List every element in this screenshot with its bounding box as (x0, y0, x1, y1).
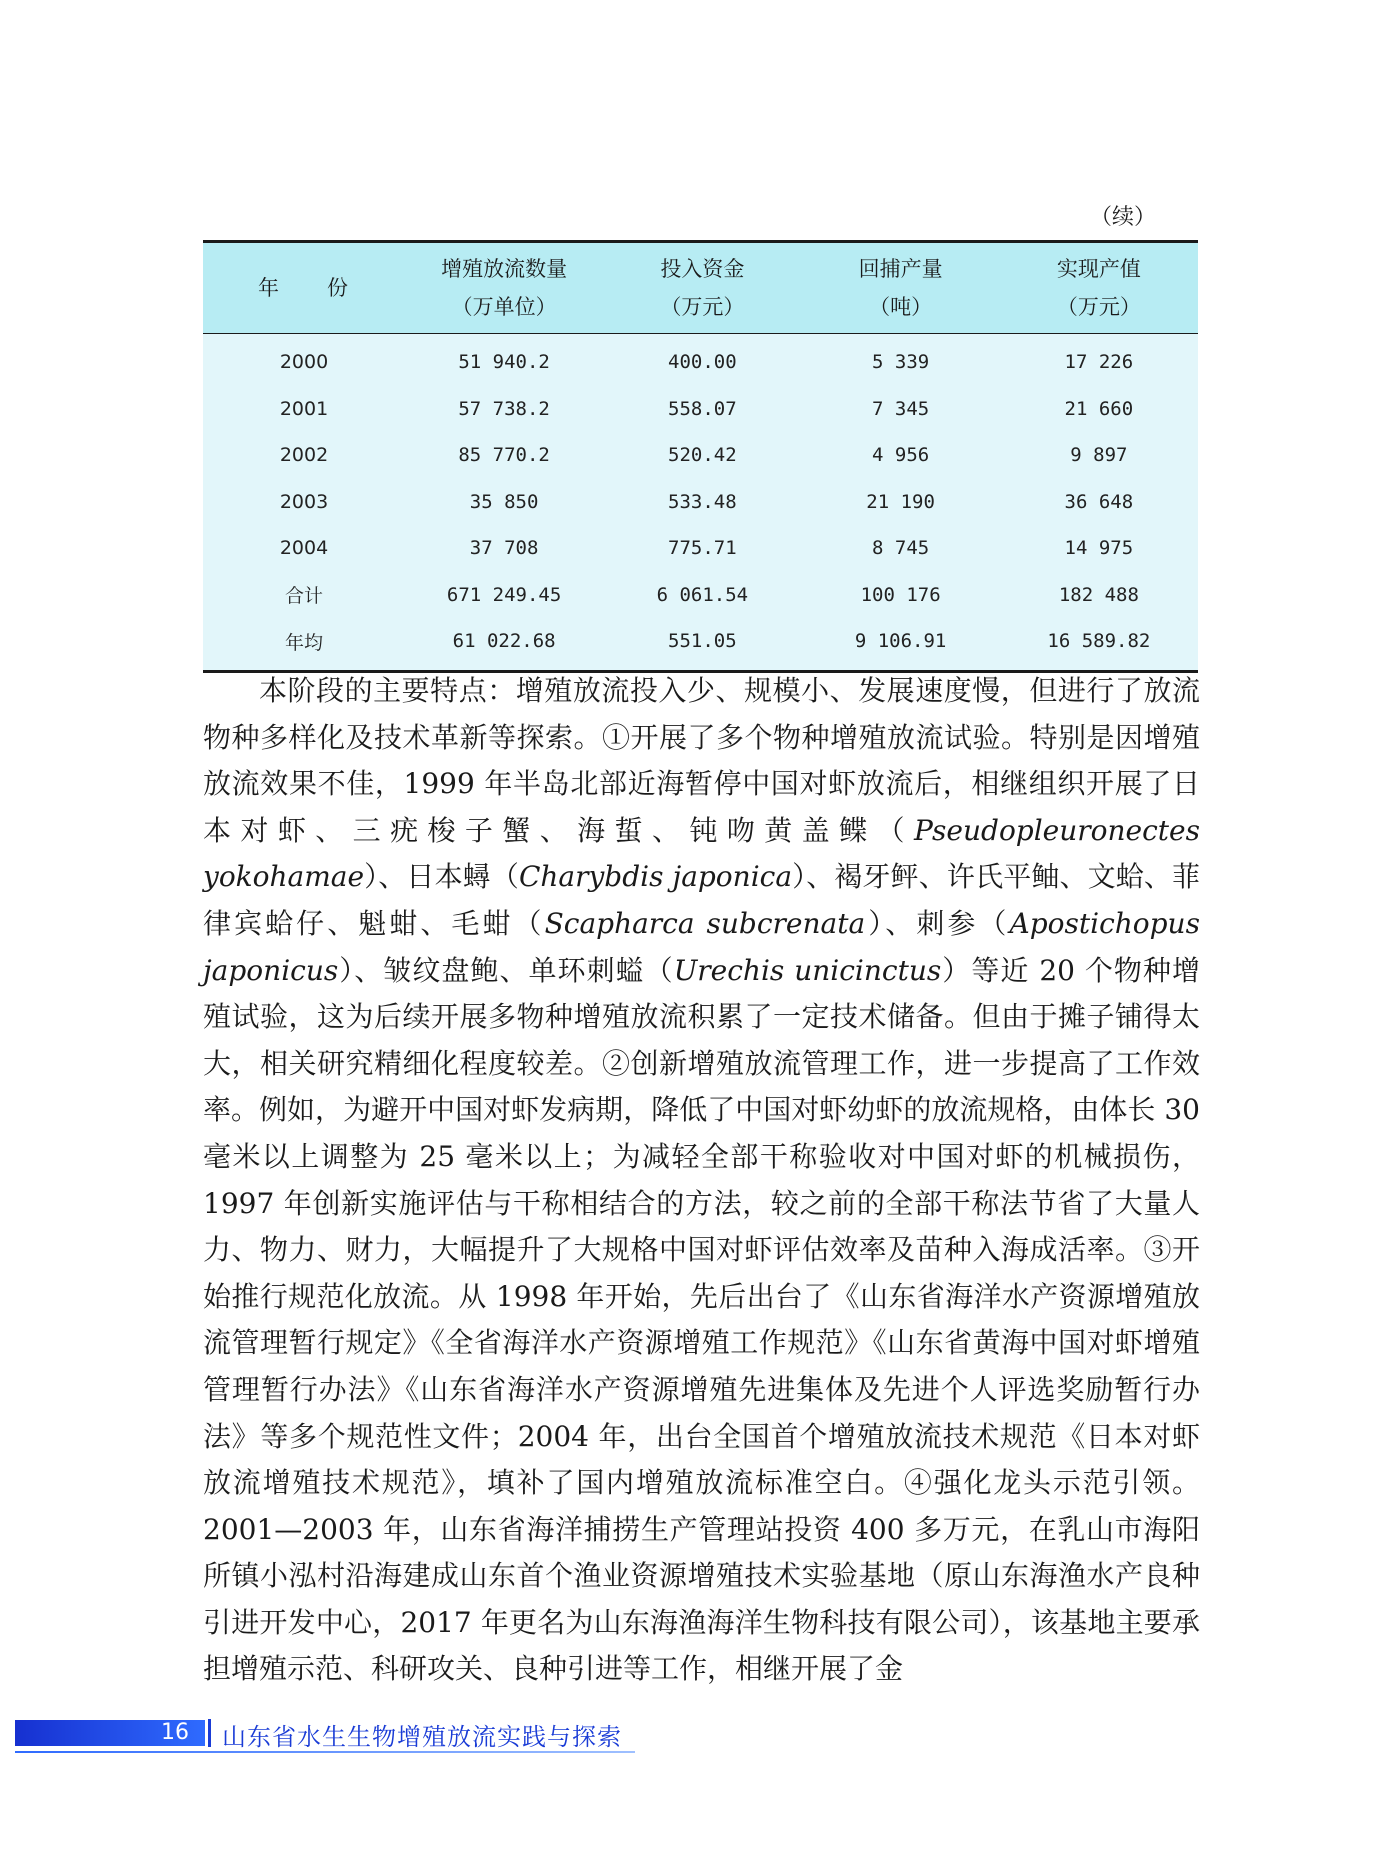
cell-investment: 558.07 (668, 397, 737, 420)
cell-recapture: 8 745 (872, 537, 930, 560)
cell-year: 2002 (279, 444, 329, 467)
cell-quantity: 671 249.45 (446, 583, 562, 606)
table-row (203, 386, 1198, 433)
cell-output: 14 975 (1064, 537, 1134, 560)
cell-output: 36 648 (1064, 490, 1134, 513)
scientific-name: Scapharca subcrenata (544, 906, 866, 940)
cell-year: 年均 (284, 631, 323, 654)
cell-investment: 533.48 (668, 490, 737, 513)
body-paragraph: 本阶段的主要特点：增殖放流投入少、规模小、发展速度慢，但进行了放流物种多样化及技术革新等探索。①开展了多个物种增殖放流试验。特别是因增殖放流效果不佳，1999 年半岛北部近海暂停中国对虾放流后，相继组织开展了日本对虾、三疣梭子蟹、海蜇、钝吻黄盖鲽（Pseudopleuronectes yokohamae）、日本蟳（Charybdis japonica）、褐牙鲆、许氏平鲉、文蛤、菲律宾蛤仔、魁蚶、毛蚶（Scapharca subcrenata）、刺参（Apostichopus japonicus）、皱纹盘鲍、单环刺螠（Urechis unicinctus）等近 20 个物种增殖试验，这为后续开展多物种增殖放流积累了一定技术储备。但由于摊子铺得太大，相关研究精细化程度较差。②创新增殖放流管理工作，进一步提高了工作效率。例如，为避开中国对虾发病期，降低了中国对虾幼虾的放流规格，由体长 30 毫米以上调整为 25 毫米以上；为减轻全部干称验收对中国对虾的机械损伤，1997 年创新实施评估与干称相结合的方法，较之前的全部干称法节省了大量人力、物力、财力，大幅提升了大规格中国对虾评估效率及苗种入海成活率。③开始推行规范化放流。从 1998 年开始，先后出台了《山东省海洋水产资源增殖放流管理暂行规定》《全省海洋水产资源增殖工作规范》《山东省黄海中国对虾增殖管理暂行办法》《山东省海洋水产资源增殖先进集体及先进个人评选奖励暂行办法》等多个规范性文件；2004 年，出台全国首个增殖放流技术规范《日本对虾放流增殖技术规范》，填补了国内增殖放流标准空白。④强化龙头示范引领。2001—2003 年，山东省海洋捕捞生产管理站投资 400 多万元，在乳山市海阳所镇小泓村沿海建成山东首个渔业资源增殖技术实验基地（原山东海渔水产良种引进开发中心，2017 年更名为山东海渔海洋生物科技有限公司），该基地主要承担增殖示范、科研攻关、良种引进等工作，相继开展了金 (203, 674, 1200, 1686)
cell-quantity: 85 770.2 (458, 444, 550, 467)
cell-output: 9 897 (1070, 444, 1128, 467)
cell-quantity: 57 738.2 (458, 397, 550, 420)
data-table (203, 240, 1198, 673)
header-release-quantity: 增殖放流数量 （万单位） (405, 243, 603, 334)
header-output-value: 实现产值 （万元） (1000, 243, 1198, 334)
table-row-average (203, 618, 1198, 670)
cell-year: 合计 (284, 585, 323, 608)
running-footer-title: 山东省水生生物增殖放流实践与探索 (222, 1723, 622, 1751)
header-year: 年 份 (203, 243, 405, 334)
cell-recapture: 4 956 (872, 444, 930, 467)
cell-quantity: 61 022.68 (452, 630, 556, 653)
page-number: 16 (161, 1720, 189, 1745)
cell-quantity: 51 940.2 (458, 351, 550, 374)
footer-underline (15, 1751, 635, 1753)
scientific-name: Apostichopus japonicus (203, 906, 1200, 987)
cell-output: 182 488 (1058, 583, 1139, 606)
cell-quantity: 37 708 (469, 537, 539, 560)
cell-investment: 6 061.54 (656, 583, 749, 606)
header-recapture: 回捕产量 （吨） (802, 243, 1000, 334)
table-row (203, 479, 1198, 526)
table-row-total (203, 572, 1198, 619)
table-row (203, 525, 1198, 572)
cell-recapture: 100 176 (860, 583, 941, 606)
cell-recapture: 9 106.91 (854, 630, 947, 653)
cell-investment: 775.71 (668, 537, 737, 560)
cell-year: 2001 (279, 397, 329, 420)
cell-year: 2000 (279, 351, 329, 374)
scientific-name: Urechis unicinctus (673, 953, 942, 987)
cell-year: 2004 (279, 537, 329, 560)
scientific-name: Pseudopleuronectes yokohamae (203, 813, 1200, 894)
table-row (203, 334, 1198, 386)
table-header-row (203, 243, 1198, 334)
cell-recapture: 21 190 (866, 490, 935, 513)
cell-output: 17 226 (1064, 351, 1134, 374)
cell-investment: 551.05 (668, 630, 737, 653)
continued-note: （续） (1090, 205, 1157, 230)
cell-output: 21 660 (1064, 397, 1134, 420)
scientific-name: Charybdis japonica (518, 860, 793, 894)
footer-divider (208, 1719, 211, 1747)
cell-investment: 400.00 (668, 351, 737, 374)
cell-output: 16 589.82 (1047, 630, 1151, 653)
header-investment: 投入资金 （万元） (603, 243, 801, 334)
cell-investment: 520.42 (668, 444, 737, 467)
cell-recapture: 7 345 (872, 397, 930, 420)
cell-recapture: 5 339 (872, 351, 930, 374)
cell-quantity: 35 850 (469, 490, 539, 513)
table-row (203, 432, 1198, 479)
cell-year: 2003 (279, 490, 329, 513)
